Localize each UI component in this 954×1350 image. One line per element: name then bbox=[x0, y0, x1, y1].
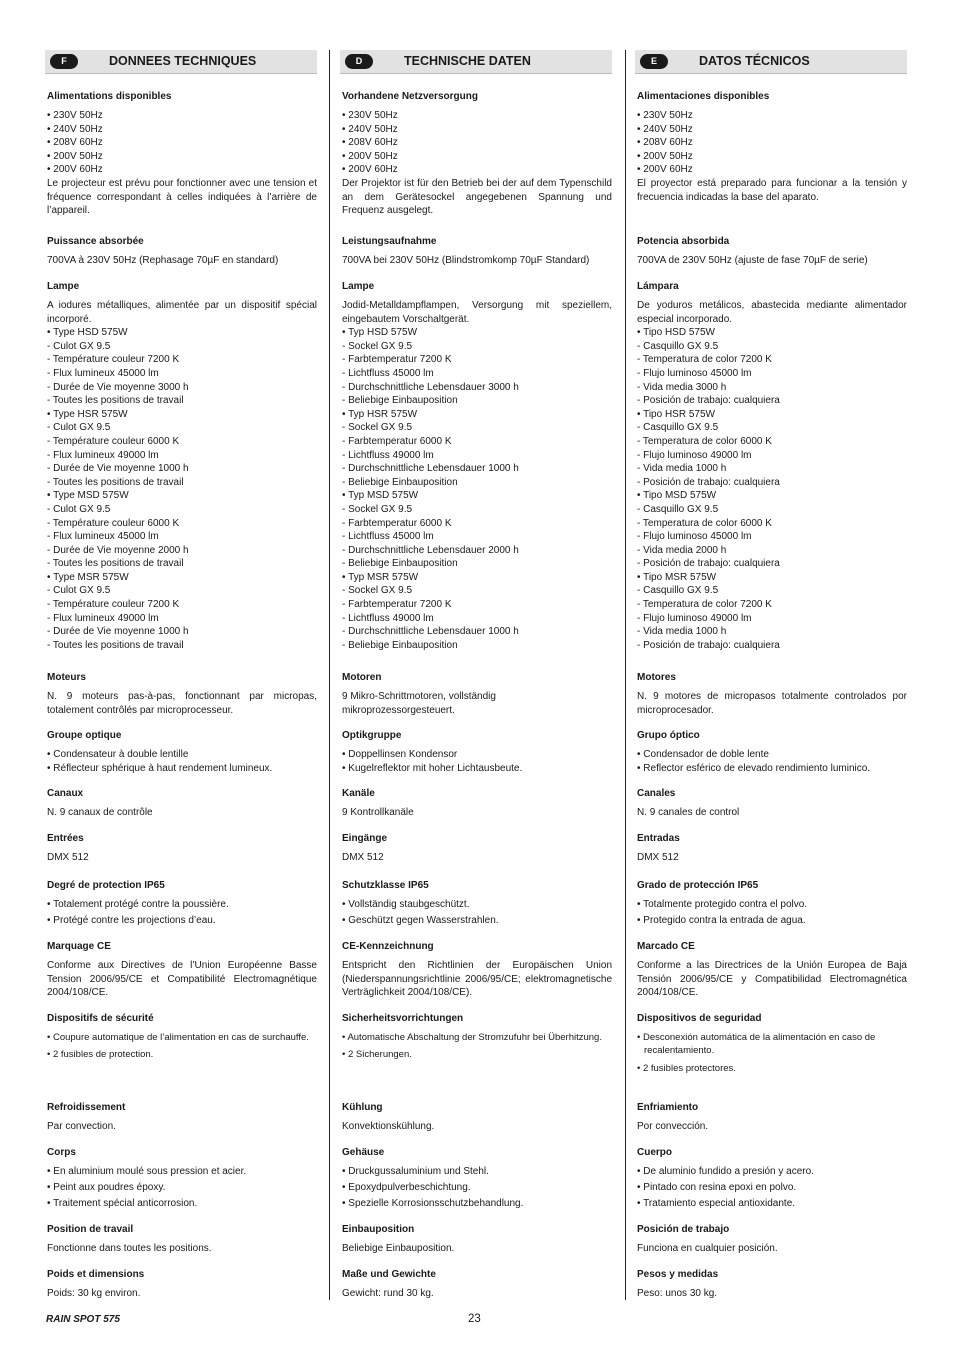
column-title: TECHNISCHE DATEN bbox=[404, 54, 531, 68]
spec-section bbox=[637, 1013, 907, 1075]
section-title: Refroidissement bbox=[47, 1102, 126, 1113]
bullet-item: • Totalmente protegido contra el polvo. bbox=[637, 899, 808, 910]
spec-line: - Durchschnittliche Lebensdauer 1000 h bbox=[342, 626, 519, 638]
bullet-item: • Coupure automatique de l’alimentation en cas de surchauffe. bbox=[47, 1032, 309, 1043]
spec-line: - Toutes les positions de travail bbox=[47, 476, 184, 488]
bullet-item: • 200V 50Hz bbox=[342, 150, 398, 162]
bullet-item: • Type HSR 575W bbox=[47, 408, 128, 420]
section-title: Leistungsaufnahme bbox=[342, 236, 437, 247]
spec-section bbox=[47, 880, 317, 930]
spec-section bbox=[637, 1147, 907, 1213]
spec-section bbox=[342, 281, 612, 652]
section-title: Dispositifs de sécurité bbox=[47, 1013, 154, 1024]
spec-section bbox=[47, 833, 317, 865]
column-title: DONNEES TECHNIQUES bbox=[109, 54, 257, 68]
spec-line: - Temperatura de color 6000 K bbox=[637, 517, 772, 529]
section-text: N. 9 canales de control bbox=[637, 807, 740, 818]
section-title: Posición de trabajo bbox=[637, 1224, 730, 1235]
bullet-item: • 240V 50Hz bbox=[637, 123, 693, 135]
section-title: Marquage CE bbox=[47, 941, 111, 952]
spec-section bbox=[47, 236, 317, 268]
section-text: mikroprozessorgesteuert. bbox=[342, 704, 455, 716]
spec-line: - Farbtemperatur 6000 K bbox=[342, 435, 452, 447]
spec-line: - Toutes les positions de travail bbox=[47, 395, 184, 407]
section-text: Der Projektor ist für den Betrieb bei der auf dem Typenschild an dem Gerätesockel angegebenen Spannung und Frequenz ausgelegt. bbox=[342, 177, 612, 217]
spec-section bbox=[637, 281, 907, 652]
section-title: Kanäle bbox=[342, 788, 375, 799]
column-header bbox=[340, 50, 612, 74]
bullet-item: • 200V 60Hz bbox=[342, 164, 398, 176]
bullet-item: • 208V 60Hz bbox=[342, 137, 398, 149]
section-title: Eingänge bbox=[342, 833, 388, 844]
spec-section bbox=[637, 1224, 907, 1256]
spec-section bbox=[637, 672, 907, 717]
spec-line: - Température couleur 7200 K bbox=[47, 354, 180, 366]
section-title: Entrées bbox=[47, 833, 84, 844]
bullet-item: • 208V 60Hz bbox=[47, 137, 103, 149]
section-title: Lampe bbox=[47, 281, 80, 292]
column-spanish bbox=[635, 50, 907, 1302]
section-text: N. 9 motores de micropasos totalmente controlados por microprocesador. bbox=[637, 691, 907, 716]
bullet-item: • 240V 50Hz bbox=[342, 123, 398, 135]
spec-section bbox=[47, 1224, 317, 1256]
section-text: DMX 512 bbox=[637, 852, 679, 863]
spec-section bbox=[637, 941, 907, 1000]
section-text: DMX 512 bbox=[342, 852, 384, 863]
spec-section bbox=[342, 1147, 612, 1213]
section-text: Poids: 30 kg environ. bbox=[47, 1288, 141, 1299]
spec-line: - Flujo luminoso 49000 lm bbox=[637, 449, 752, 461]
bullet-item: • Typ MSR 575W bbox=[342, 571, 419, 583]
bullet-item: • Type HSD 575W bbox=[47, 327, 128, 339]
section-title: Dispositivos de seguridad bbox=[637, 1013, 762, 1024]
spec-line: - Beliebige Einbauposition bbox=[342, 558, 458, 570]
spec-line: - Flujo luminoso 45000 lm bbox=[637, 531, 752, 543]
spec-line: - Lichtfluss 49000 lm bbox=[342, 612, 434, 624]
bullet-item: • Réflecteur sphérique à haut rendement lumineux. bbox=[47, 762, 273, 774]
spec-line: - Durée de Vie moyenne 3000 h bbox=[47, 381, 189, 393]
spec-line: - Beliebige Einbauposition bbox=[342, 395, 458, 407]
bullet-item: • 200V 50Hz bbox=[47, 150, 103, 162]
spec-line: - Flux lumineux 49000 lm bbox=[47, 612, 159, 624]
spec-section bbox=[47, 91, 317, 218]
spec-line: - Casquillo GX 9.5 bbox=[637, 503, 719, 515]
section-text: 700VA à 230V 50Hz (Rephasage 70µF en standard) bbox=[47, 255, 279, 266]
column-header bbox=[635, 50, 907, 74]
bullet-item: • Reflector esférico de elevado rendimiento luminico. bbox=[637, 762, 871, 774]
bullet-item: • Totalement protégé contre la poussière. bbox=[47, 899, 229, 910]
language-badge: E bbox=[640, 54, 668, 69]
spec-line: - Temperatura de color 7200 K bbox=[637, 354, 772, 366]
bullet-item: • Tipo HSD 575W bbox=[637, 327, 715, 339]
spec-section bbox=[47, 730, 317, 775]
spec-line: - Sockel GX 9.5 bbox=[342, 503, 413, 515]
section-title: Motores bbox=[637, 672, 676, 683]
bullet-item: • Type MSD 575W bbox=[47, 490, 129, 502]
spec-line: - Lichtfluss 45000 lm bbox=[342, 531, 434, 543]
spec-line: - Vida media 1000 h bbox=[637, 463, 727, 475]
spec-line: - Durée de Vie moyenne 1000 h bbox=[47, 626, 189, 638]
bullet-item: • 2 fusibles protectores. bbox=[637, 1062, 736, 1074]
spec-section bbox=[637, 730, 907, 775]
page-number: 23 bbox=[468, 1313, 481, 1325]
section-title: Lampe bbox=[342, 281, 375, 292]
bullet-item: • 200V 60Hz bbox=[47, 164, 103, 176]
spec-section bbox=[47, 1269, 317, 1301]
section-title: Corps bbox=[47, 1147, 76, 1158]
spec-section bbox=[637, 1269, 907, 1301]
bullet-item: • Epoxydpulverbeschichtung. bbox=[342, 1182, 471, 1194]
bullet-item: • Protégé contre les projections d’eau. bbox=[47, 915, 216, 927]
spec-line: - Culot GX 9.5 bbox=[47, 503, 111, 515]
spec-section bbox=[342, 1013, 612, 1062]
bullet-item: • Traitement spécial anticorrosion. bbox=[47, 1198, 198, 1210]
column-german bbox=[340, 50, 612, 1302]
bullet-item: • Protegido contra la entrada de agua. bbox=[637, 915, 806, 927]
spec-line: - Posición de trabajo: cualquiera bbox=[637, 395, 780, 407]
section-title: Puissance absorbée bbox=[47, 236, 144, 247]
section-title: Cuerpo bbox=[637, 1147, 672, 1158]
spec-line: - Culot GX 9.5 bbox=[47, 422, 111, 434]
spec-section bbox=[637, 880, 907, 930]
spec-line: - Vida media 3000 h bbox=[637, 381, 727, 393]
spec-line: - Vida media 2000 h bbox=[637, 544, 727, 556]
bullet-item: • Vollständig staubgeschützt. bbox=[342, 899, 470, 910]
spec-section bbox=[637, 833, 907, 865]
spec-section bbox=[47, 788, 317, 820]
spec-line: - Durchschnittliche Lebensdauer 1000 h bbox=[342, 463, 519, 475]
spec-line: - Farbtemperatur 7200 K bbox=[342, 354, 452, 366]
bullet-item: • Typ HSR 575W bbox=[342, 408, 418, 420]
section-text: Conforme a las Directrices de la Unión Europea de Baja Tensión 2006/95/CE y Compatibilidad Electromagnética 2004/108/CE. bbox=[637, 960, 907, 999]
spec-section bbox=[47, 1147, 317, 1213]
section-title: Canaux bbox=[47, 788, 84, 799]
section-title: Enfriamiento bbox=[637, 1102, 699, 1113]
section-text: Funciona en cualquier posición. bbox=[637, 1243, 778, 1254]
bullet-item: • 2 Sicherungen. bbox=[342, 1049, 412, 1061]
footer-model-name: RAIN SPOT 575 bbox=[46, 1314, 120, 1325]
spec-section bbox=[342, 672, 612, 717]
section-title: Position de travail bbox=[47, 1224, 134, 1235]
bullet-item: • Desconexión automática de la alimentación en caso de recalentamiento. bbox=[637, 1032, 876, 1057]
spec-section bbox=[342, 880, 612, 930]
section-title: Vorhandene Netzversorgung bbox=[342, 91, 478, 102]
spec-line: - Lichtfluss 45000 lm bbox=[342, 367, 434, 379]
spec-line: - Durée de Vie moyenne 1000 h bbox=[47, 463, 189, 475]
section-title: Sicherheitsvorrichtungen bbox=[342, 1013, 464, 1024]
bullet-item: • De aluminio fundido a presión y acero. bbox=[637, 1166, 814, 1177]
bullet-item: • Automatische Abschaltung der Stromzufuhr bei Überhitzung. bbox=[342, 1032, 602, 1043]
bullet-item: • Peint aux poudres époxy. bbox=[47, 1182, 166, 1194]
spec-line: - Température couleur 6000 K bbox=[47, 517, 180, 529]
section-title: Poids et dimensions bbox=[47, 1269, 145, 1280]
bullet-item: • 2 fusibles de protection. bbox=[47, 1049, 154, 1061]
spec-section bbox=[342, 788, 612, 820]
section-title: CE-Kennzeichnung bbox=[342, 941, 434, 952]
spec-section bbox=[47, 941, 317, 1000]
spec-line: - Toutes les positions de travail bbox=[47, 639, 184, 651]
spec-section bbox=[342, 833, 612, 865]
spec-section bbox=[637, 1102, 907, 1134]
section-title: Potencia absorbida bbox=[637, 236, 730, 247]
spec-section bbox=[342, 730, 612, 775]
spec-line: - Vida media 1000 h bbox=[637, 626, 727, 638]
section-title: Optikgruppe bbox=[342, 730, 402, 741]
bullet-item: • Tipo MSR 575W bbox=[637, 571, 717, 583]
section-title: Kühlung bbox=[342, 1102, 383, 1113]
bullet-item: • Tratamiento especial antioxidante. bbox=[637, 1198, 796, 1210]
spec-line: - Température couleur 6000 K bbox=[47, 435, 180, 447]
spec-line: - Posición de trabajo: cualquiera bbox=[637, 476, 780, 488]
section-title: Einbauposition bbox=[342, 1224, 415, 1235]
spec-line: - Temperatura de color 7200 K bbox=[637, 599, 772, 611]
spec-line: - Flux lumineux 45000 lm bbox=[47, 367, 159, 379]
section-title: Marcado CE bbox=[637, 941, 695, 952]
bullet-item: • 230V 50Hz bbox=[637, 110, 693, 121]
bullet-item: • Druckgussaluminium und Stehl. bbox=[342, 1166, 489, 1177]
section-text: 700VA bei 230V 50Hz (Blindstromkomp 70µF Standard) bbox=[342, 255, 590, 266]
spec-line: - Culot GX 9.5 bbox=[47, 340, 111, 352]
bullet-item: • 200V 60Hz bbox=[637, 164, 693, 176]
section-text: De yoduros metálicos, abastecida mediante alimentador especial incorporado. bbox=[637, 300, 907, 325]
section-text: El proyector está preparado para funcionar a la tensión y frecuencia indicadas la base del aparato. bbox=[637, 177, 907, 203]
spec-section bbox=[47, 1013, 317, 1062]
column-title: DATOS TÉCNICOS bbox=[699, 54, 810, 68]
spec-section bbox=[342, 236, 612, 268]
section-text: 9 Mikro-Schrittmotoren, vollständig bbox=[342, 691, 496, 702]
spec-line: - Casquillo GX 9.5 bbox=[637, 422, 719, 434]
spec-line: - Température couleur 7200 K bbox=[47, 599, 180, 611]
section-text: DMX 512 bbox=[47, 852, 89, 863]
section-title: Alimentaciones disponibles bbox=[637, 91, 770, 102]
section-text: Fonctionne dans toutes les positions. bbox=[47, 1243, 212, 1254]
section-title: Schutzklasse IP65 bbox=[342, 880, 429, 891]
spec-line: - Durchschnittliche Lebensdauer 3000 h bbox=[342, 381, 519, 393]
column-header bbox=[45, 50, 317, 74]
section-title: Motoren bbox=[342, 672, 382, 683]
spec-line: - Sockel GX 9.5 bbox=[342, 422, 413, 434]
bullet-item: • En aluminium moulé sous pression et acier. bbox=[47, 1166, 247, 1177]
section-text: Peso: unos 30 kg. bbox=[637, 1288, 718, 1299]
spec-line: - Durée de Vie moyenne 2000 h bbox=[47, 544, 189, 556]
section-title: Canales bbox=[637, 788, 676, 799]
bullet-item: • Condensateur à double lentille bbox=[47, 749, 189, 760]
spec-section bbox=[342, 941, 612, 1000]
section-title: Pesos y medidas bbox=[637, 1269, 719, 1280]
language-badge: F bbox=[50, 54, 78, 69]
spec-line: - Flux lumineux 45000 lm bbox=[47, 531, 159, 543]
spec-line: - Posición de trabajo: cualquiera bbox=[637, 558, 780, 570]
spec-section bbox=[342, 1224, 612, 1256]
bullet-item: • Spezielle Korrosionsschutzbehandlung. bbox=[342, 1198, 524, 1210]
bullet-item: • Kugelreflektor mit hoher Lichtausbeute. bbox=[342, 762, 523, 774]
section-text: A iodures métalliques, alimentée par un dispositif spécial incorporé. bbox=[47, 300, 317, 325]
section-title: Alimentations disponibles bbox=[47, 91, 172, 102]
section-title: Maße und Gewichte bbox=[342, 1269, 436, 1280]
section-text: Par convection. bbox=[47, 1121, 116, 1132]
bullet-item: • Tipo MSD 575W bbox=[637, 490, 717, 502]
section-title: Degré de protection IP65 bbox=[47, 880, 165, 891]
section-title: Gehäuse bbox=[342, 1147, 385, 1158]
section-title: Lámpara bbox=[637, 281, 679, 292]
bullet-item: • 200V 50Hz bbox=[637, 150, 693, 162]
section-title: Grupo óptico bbox=[637, 730, 700, 741]
section-text: Gewicht: rund 30 kg. bbox=[342, 1288, 434, 1299]
bullet-item: • Doppellinsen Kondensor bbox=[342, 749, 458, 760]
spec-line: - Sockel GX 9.5 bbox=[342, 585, 413, 597]
spec-line: - Casquillo GX 9.5 bbox=[637, 585, 719, 597]
bullet-item: • 240V 50Hz bbox=[47, 123, 103, 135]
spec-section bbox=[342, 91, 612, 218]
spec-line: - Beliebige Einbauposition bbox=[342, 639, 458, 651]
section-text: Por convección. bbox=[637, 1121, 709, 1132]
spec-line: - Toutes les positions de travail bbox=[47, 558, 184, 570]
spec-section bbox=[637, 236, 907, 268]
column-divider bbox=[625, 50, 626, 1300]
spec-line: - Farbtemperatur 7200 K bbox=[342, 599, 452, 611]
spec-section bbox=[637, 788, 907, 820]
spec-line: - Flujo luminoso 45000 lm bbox=[637, 367, 752, 379]
section-text: N. 9 moteurs pas-à-pas, fonctionnant par micropas, totalement contrôlés par microprocesseur. bbox=[47, 691, 317, 716]
column-french bbox=[45, 50, 317, 1302]
spec-line: - Flujo luminoso 49000 lm bbox=[637, 612, 752, 624]
section-text: Konvektionskühlung. bbox=[342, 1121, 435, 1132]
language-badge: D bbox=[345, 54, 373, 69]
bullet-item: • Tipo HSR 575W bbox=[637, 408, 715, 420]
spec-line: - Farbtemperatur 6000 K bbox=[342, 517, 452, 529]
bullet-item: • Pintado con resina epoxi en polvo. bbox=[637, 1182, 797, 1194]
bullet-item: • Geschützt gegen Wasserstrahlen. bbox=[342, 915, 499, 927]
section-title: Moteurs bbox=[47, 672, 86, 683]
section-text: Conforme aux Directives de l’Union Européenne Basse Tension 2006/95/CE et Compatibilité Electromagnétique 2004/108/CE. bbox=[47, 960, 317, 999]
section-text: 9 Kontrollkanäle bbox=[342, 807, 414, 818]
column-divider bbox=[329, 50, 330, 1300]
spec-section bbox=[342, 1102, 612, 1134]
bullet-item: • Condensador de doble lente bbox=[637, 749, 769, 760]
spec-line: - Flux lumineux 49000 lm bbox=[47, 449, 159, 461]
section-text: Le projecteur est prévu pour fonctionner avec une tension et fréquence correspondant à celles indiquées à l’arrière de l’appareil. bbox=[47, 177, 317, 217]
spec-section bbox=[47, 672, 317, 717]
spec-line: - Durchschnittliche Lebensdauer 2000 h bbox=[342, 544, 519, 556]
bullet-item: • Type MSR 575W bbox=[47, 571, 129, 583]
bullet-item: • 208V 60Hz bbox=[637, 137, 693, 149]
section-title: Grado de protección IP65 bbox=[637, 880, 759, 891]
section-text: Beliebige Einbauposition. bbox=[342, 1243, 455, 1254]
spec-section bbox=[47, 281, 317, 652]
spec-line: - Casquillo GX 9.5 bbox=[637, 340, 719, 352]
spec-line: - Temperatura de color 6000 K bbox=[637, 435, 772, 447]
section-text: 700VA de 230V 50Hz (ajuste de fase 70µF de serie) bbox=[637, 255, 868, 266]
spec-section bbox=[47, 1102, 317, 1134]
spec-line: - Sockel GX 9.5 bbox=[342, 340, 413, 352]
section-text: Jodid-Metalldampflampen, Versorgung mit speziellem, eingebautem Vorschaltgerät. bbox=[342, 300, 612, 325]
bullet-item: • Typ MSD 575W bbox=[342, 490, 419, 502]
spec-section bbox=[342, 1269, 612, 1301]
spec-section bbox=[637, 91, 907, 204]
section-text: N. 9 canaux de contrôle bbox=[47, 807, 153, 818]
section-title: Entradas bbox=[637, 833, 680, 844]
bullet-item: • 230V 50Hz bbox=[47, 110, 103, 121]
bullet-item: • 230V 50Hz bbox=[342, 110, 398, 121]
spec-line: - Posición de trabajo: cualquiera bbox=[637, 639, 780, 651]
section-text: Entspricht den Richtlinien der Europäischen Union (Niederspannungsrichtlinie 2006/95/CE; elektromagnetische Verträglichkeit 2004/108/CE). bbox=[342, 960, 612, 999]
spec-line: - Beliebige Einbauposition bbox=[342, 476, 458, 488]
bullet-item: • Typ HSD 575W bbox=[342, 327, 418, 339]
spec-line: - Lichtfluss 49000 lm bbox=[342, 449, 434, 461]
section-title: Groupe optique bbox=[47, 730, 122, 741]
spec-line: - Culot GX 9.5 bbox=[47, 585, 111, 597]
